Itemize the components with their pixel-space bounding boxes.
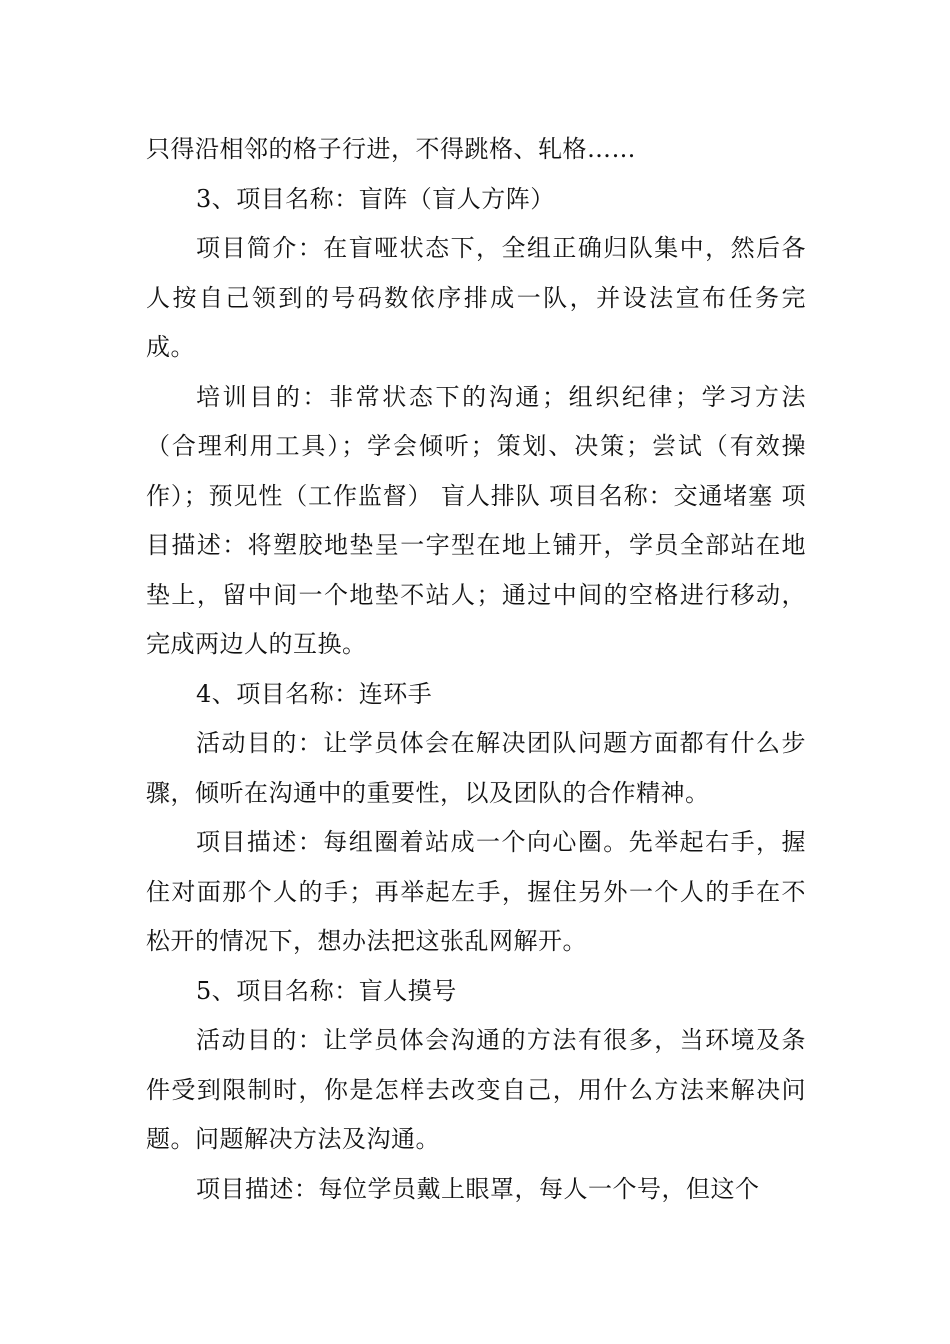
heading-item-5: 5、项目名称：盲人摸号: [196, 976, 457, 1005]
paragraph-continuation: 只得沿相邻的格子行进，不得跳格、轧格……: [146, 135, 636, 163]
paragraph-item-4-purpose: 活动目的：让学员体会在解决团队问题方面都有什么步骤，倾听在沟通中的重要性，以及团队的合作精神。: [146, 729, 806, 807]
heading-item-4: 4、项目名称：连环手: [196, 679, 433, 708]
paragraph-item-5-purpose: 活动目的：让学员体会沟通的方法有很多，当环境及条件受到限制时，你是怎样去改变自己，用什么方法来解决问题。问题解决方法及沟通。: [146, 1026, 806, 1153]
paragraph-item-4-description: 项目描述：每组圈着站成一个向心圈。先举起右手，握住对面那个人的手；再举起左手，握住另外一个人的手在不松开的情况下，想办法把这张乱网解开。: [146, 828, 806, 955]
document-body: [146, 125, 806, 1214]
heading-item-3: 3、项目名称：盲阵（盲人方阵）: [196, 184, 555, 213]
paragraph-item-3-intro: 项目简介：在盲哑状态下，全组正确归队集中，然后各人按自己领到的号码数依序排成一队，并设法宣布任务完成。: [146, 234, 806, 361]
paragraph-item-3-training-purpose: 培训目的：非常状态下的沟通；组织纪律；学习方法（合理利用工具）；学会倾听；策划、决策；尝试（有效操作）；预见性（工作监督） 盲人排队 项目名称：交通堵塞 项目描述：将塑胶地垫呈一字型在地上铺开，学员全部站在地垫上，留中间一个地垫不站人；通过中间的空格进行移动，完成两边人的互换。: [146, 382, 806, 658]
paragraph-item-5-description: 项目描述：每位学员戴上眼罩，每人一个号，但这个: [196, 1174, 760, 1203]
